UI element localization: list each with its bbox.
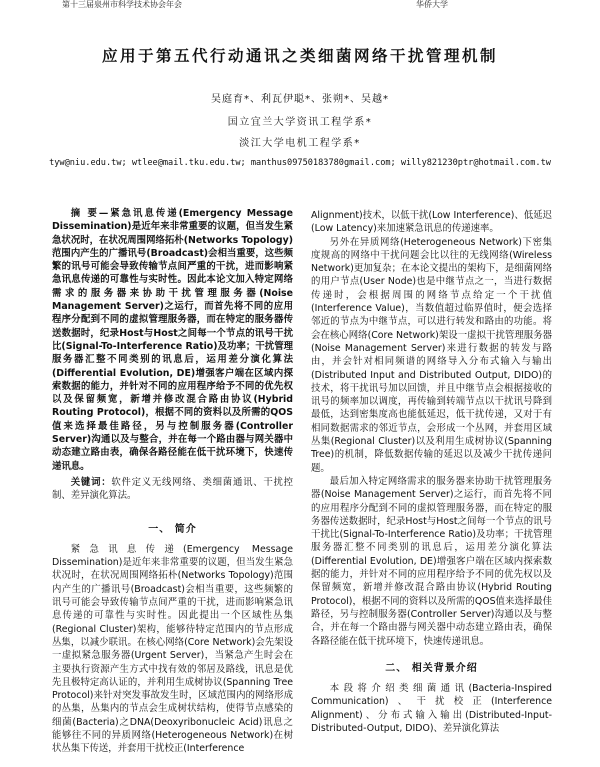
right-paragraph-2: 另外在异质网络(Heterogeneous Network)下密集度规高的网络中干扰问题会比以往的无线网络(Wireless Network)更加复杂；在本论文提出的架构下，是细菌网络的用户节点(User Node)也是中继节点之一，当进行数据传递时，会根据周围的网络节点给定一个干扰值(Interference Value)，当数值超过临界值时，便会选择邻近的节点为中继节点，可以进行转发和路由的功能。将会在核心网络(Core Network)架设一虚拟干扰管理服务器(Noise Management Server)来进行数据的转发与路由，并会针对相同频谱的网络导入分布式输入与输出(Distributed Input and Distributed Output, DIDO)的技术，将干扰讯号加以回馈，并且中继节点会根据接收的讯号的频率加以调度，再传输到转端节点以干扰讯号降到最低，达到密集度高也能低延迟，低干扰传递，又对于有相同数据需求的邻近节点，会形成一个丛网，并套用区域丛集(Regional Cluster)以及利用生成树协议(Spanning Tree)的机制，降低数据传输的延迟以及减少干扰传递问题。 bbox=[311, 236, 552, 474]
right-paragraph-4: 本段将介绍类细菌通讯(Bacteria-Inspired Communication)、干扰校正(Interference Alignment)、分布式输入输出(Distributed-Input-Distributed-Output, DIDO)、差异演化算法 bbox=[311, 683, 552, 734]
affiliation-2: 淡江大学电机工程学系* bbox=[239, 138, 361, 149]
author-list: 吴庭育*、利瓦伊聪*、张朔*、吴越* bbox=[211, 94, 389, 105]
abstract-text: —紧急讯息传递(Emergency Message Dissemination)是近年来非常重要的议题，但当发生紧急状况时，在状况周围网络拓朴(Networks Topology)范围内产生的广播讯号(Broadcast)会相当重要，这些频繁的讯号可能会导致传输节点间严重的干扰，进而影响紧急讯息传递的可靠性与实时性。因此本论文加入特定网络需求的服务器来协助干扰管理服务器(Noise Management Server)之运行，而首先将不同的应用程序分配到不同的虚拟管理服务器，而在特定的服务器传送数据时，纪录Host与Host之间每一个节点的讯号干扰比(Signal-To-Interference Ratio)及功率；干扰管理服务器汇整不同类别的讯息后，运用差分演化算法(Differential Evolution, DE)增强客户端在区域内探索数据的能力，并针对不同的应用程序给予不同的优先权以及保留频宽，新增并修改混合路由协议(Hybrid Routing Protocol)，根据不同的资料以及所需的QOS值来选择最佳路径，另与控制服务器(Controller Server)沟通以及与整合，并在每一个路由器与网关器中动态建立路由表，确保各路径能在低干扰环境下，快速传递讯息。 bbox=[52, 208, 294, 472]
right-paragraph-3: 最后加入特定网络需求的服务器来协助干扰管理服务器(Noise Management Server)之运行，而首先将不同的应用程序分配到不同的虚拟管理服务器，而在特定的服务器传送数据时，纪录Host与Host之间每一个节点的讯号干扰比(Signal-To-Interference Ratio)及功率；干扰管理服务器汇整不同类别的讯息后，运用差分演化算法(Differential Evolution, DE)增强客户端在区域内探索数据的能力，并针对不同的应用程序给予不同的优先权以及保留频宽，新增并修改混合路由协议(Hybrid Routing Protocol)，根据不同的资料以及所需的QOS值来选择最佳路径，另与控制服务器(Controller Server)沟通以及与整合，并在每一个路由器与网关器中动态建立路由表，确保各路径能在低干扰环境下，快速传递讯息。 bbox=[311, 475, 552, 647]
left-column bbox=[52, 207, 293, 756]
right-column bbox=[311, 209, 552, 735]
page-header bbox=[0, 0, 600, 11]
section-2-heading: 二、 相关背景介绍 bbox=[385, 662, 478, 674]
section-1-paragraph: 紧急讯息传递(Emergency Message Dissemination)是近年来非常重要的议题，但当发生紧急状况时，在状况周围网络拓朴(Networks Topology)范围内产生的广播讯号(Broadcast)会相当重要，这些频繁的讯号可能会导致传输节点间严重的干扰，进而影响紧急讯息传递的可靠性与实时性。因此提出一个区域性丛集(Regional Cluster)架构，能够待特定范围内的节点形成丛集，以减少联讯。在核心网络(Core Network)会先架设一虚拟紧急服务器(Urgent Server)，当紧急产生时会在主要执行资源产生方式中找有效的邻居及路线，讯息是优先且极特定高认证的，并利用生成树协议(Spanning Tree Protocol)来针对突发事故发生时，区域范围内的网络形成的丛集，丛集内的节点会生成树状结构，使得节点感染的细菌(Bacteria)之DNA(Deoxyribonucleic Acid)讯息之能够往不同的异质网络(Heterogeneous Network)在树状丛集下传送，并套用干扰校正(Interference bbox=[52, 543, 293, 755]
header-university: 华侨大学 bbox=[416, 0, 448, 9]
affiliation-1: 国立宜兰大学资讯工程学系* bbox=[227, 117, 373, 128]
header-conference: 第十三届泉州市科学技术协会年会 bbox=[62, 0, 182, 9]
author-emails: tyw@niu.edu.tw; wtlee@mail.tku.edu.tw; manthus09750183780gmail.com; willy821230ptr@hotmail.com.tw bbox=[49, 158, 551, 168]
paper-title: 应用于第五代行动通讯之类细菌网络干扰管理机制 bbox=[101, 46, 498, 65]
right-paragraph-1: Alignment)技术，以低干扰(Low Interference)、低延迟(Low Latency)来加速紧急讯息的传递速率。 bbox=[311, 210, 552, 235]
keywords-text: 软件定义无线网络、类细菌通讯、干扰控制、差异演化算法。 bbox=[52, 476, 293, 502]
abstract bbox=[52, 207, 293, 473]
abstract-label: 摘 要 bbox=[70, 208, 99, 219]
keywords bbox=[52, 476, 293, 503]
section-1-heading: 一、 简介 bbox=[148, 523, 197, 535]
keywords-label: 关键词： bbox=[70, 476, 112, 488]
